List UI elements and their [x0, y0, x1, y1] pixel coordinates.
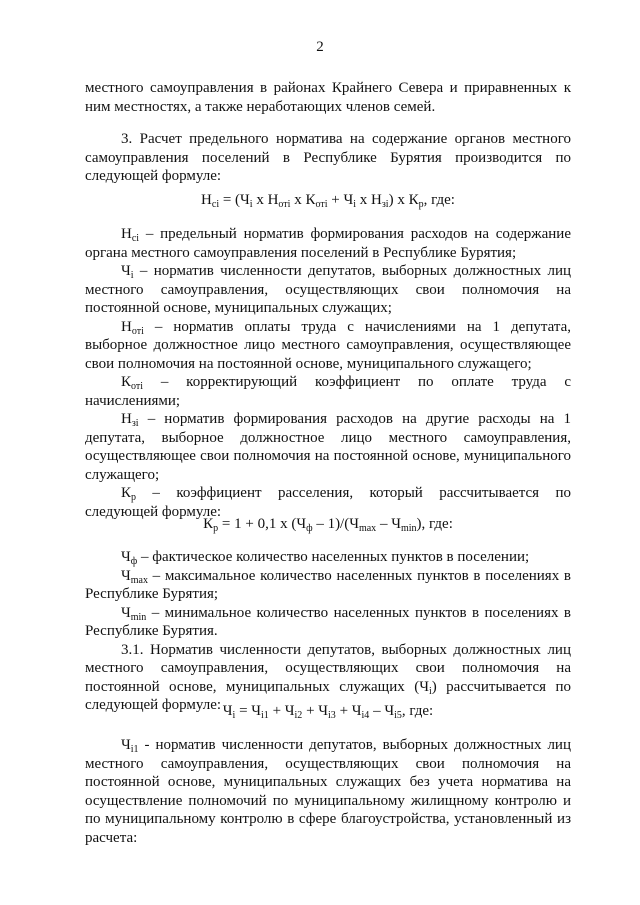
formula-1: $Н_{ci} = (Ч_i$ х $Н_{отi}$ х $К_{отi} + Ч_i$ х $Н_{зi}$) х $К_р$, где:: [201, 192, 455, 210]
definition-chi1: $Ч_{i1}$ - норматив численности депутатов, выборных должностных лиц местного самоуправления, осуществляющих свои полномочия на постоянной основе, муниципальных служащих без учета норматива на осуществление полномочий по муниципальному жилищному контролю и по муниципальному контролю в сфере благоустройства, установленный из расчета:: [85, 737, 571, 846]
item-3: [85, 130, 571, 186]
definition-chf: $Ч_ф$ – фактическое количество населенных пунктов в поселении;: [121, 549, 530, 567]
definition-nci: $Н_{ci}$ – предельный норматив формирования расходов на содержание органа местного самоуправления поселений в Республике Бурятия;: [85, 226, 571, 261]
definition-chmin: $Ч_{min}$ – минимальное количество населенных пунктов в поселениях в Республике Бурятия.: [85, 604, 571, 639]
page-number: 2: [316, 39, 324, 55]
formula-3: $Ч_i = Ч_{i1} + Ч_{i2} + Ч_{i3} + Ч_{i4} - Ч_{i5}$, где:: [222, 703, 434, 721]
intro-paragraph: [85, 79, 571, 116]
definition-noti: $Н_{отi}$ – норматив оплаты труда с начислениями на 1 депутата, выборное должностное лицо местного самоуправления, осуществляющее свои полномочия на постоянной основе, муниципального служащего;: [85, 318, 571, 372]
item-3-1: 3.1. Норматив численности депутатов, выборных должностных лиц местного самоуправления, осуществляющих свои полномочия на постоянной основе, муниципальных служащих $(Ч_i)$ рассчитывается по следующей формуле:: [85, 641, 571, 713]
definitions-block-3: [85, 736, 571, 847]
definition-chmax: $Ч_{max}$ – максимальное количество населенных пунктов в поселениях в Республике Бурятия;: [85, 567, 571, 602]
definition-koti: $К_{отi}$ – корректирующий коэффициент по оплате труда с начислениями;: [85, 374, 571, 409]
definition-nzi: $Н_{зi}$ – норматив формирования расходов на другие расходы на 1 депутата, выборное должностное лицо местного самоуправления, осуществляющее свои полномочия на постоянной основе, муниципального служащего;: [85, 411, 571, 483]
definition-kr: $К_р$ – коэффициент расселения, который рассчитывается по следующей формуле:: [85, 485, 571, 520]
item-3-text: 3. Расчет предельного норматива на содержание органов местного самоуправления поселений в Республике Бурятия производится по следующей формуле:: [85, 131, 571, 184]
intro-text: местного самоуправления в районах Крайнего Севера и приравненных к ним местностях, а также неработающих членов семей.: [85, 80, 571, 115]
definitions-block-2: [85, 548, 571, 715]
definition-chi: $Ч_i$ – норматив численности депутатов, выборных должностных лиц местного самоуправления, осуществляющих свои полномочия на постоянной основе, муниципальных служащих;: [85, 263, 571, 316]
definitions-block: [85, 225, 571, 521]
formula-2: $К_р = 1 + 0,1$ х $(Ч_ф - 1)/(Ч_{max} - Ч_{min})$, где:: [203, 516, 453, 534]
